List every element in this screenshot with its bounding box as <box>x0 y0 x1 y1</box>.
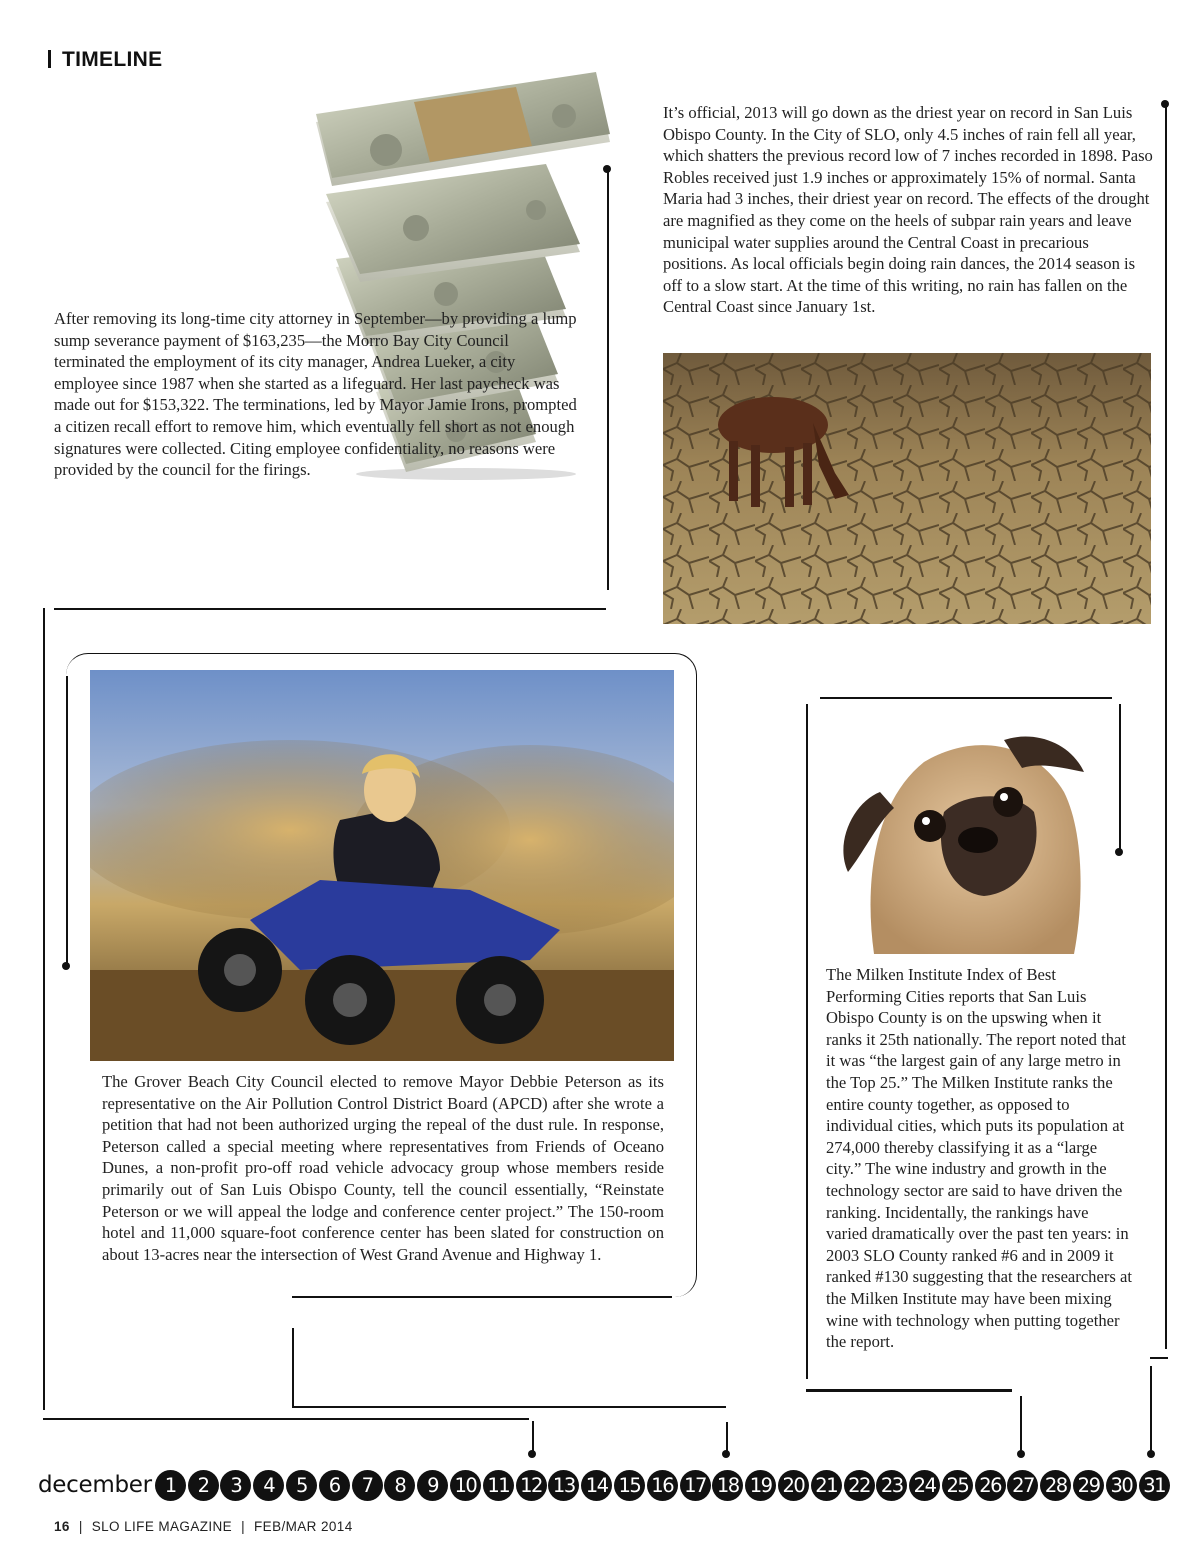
page-footer <box>54 1519 353 1534</box>
divider-line <box>54 608 606 610</box>
issue-date: FEB/MAR 2014 <box>254 1519 353 1534</box>
timeline-month: december <box>38 1472 152 1498</box>
day-marker: 25 <box>942 1470 973 1501</box>
connector-dot <box>1161 100 1169 108</box>
divider-line <box>43 1418 529 1420</box>
cow-cracked-earth-photo <box>663 353 1151 624</box>
day-marker: 17 <box>680 1470 711 1501</box>
connector-dot <box>722 1450 730 1458</box>
day-marker: 18 <box>712 1470 743 1501</box>
divider-line <box>1150 1357 1168 1359</box>
connector-line <box>1150 1366 1152 1452</box>
day-marker: 23 <box>876 1470 907 1501</box>
connector-line <box>607 170 609 590</box>
story-morro-bay: After removing its long-time city attorney in September—by providing a lump sump severance payment of $163,235—the Morro Bay City Council terminated the employment of its city manager, Andrea Lueker, a city employee since 1987 when she started as a lifeguard. Her last paycheck was made out for $153,322. The terminations, led by Mayor Jamie Irons, prompted a citizen recall effort to remove him, which eventually fell short as not enough signatures were collected. Citing employee confidentiality, no reasons were provided by the council for the firings. <box>54 309 577 480</box>
connector-dot <box>1115 848 1123 856</box>
section-bar <box>48 50 51 68</box>
day-marker: 31 <box>1139 1470 1170 1501</box>
day-marker: 28 <box>1040 1470 1071 1501</box>
day-row <box>155 1470 1172 1501</box>
day-marker: 4 <box>253 1470 284 1501</box>
story-grover-beach: The Grover Beach City Council elected to remove Mayor Debbie Peterson as its representative on the Air Pollution Control District Board (APCD) after she wrote a petition that had not been authorized urging the repeal of the dust rule. In response, Peterson called a special meeting where representatives from Friends of Oceano Dunes, a non-profit pro-off road vehicle advocacy group whose members reside primarily out of San Luis Obispo County, tell the council essentially, “Reinstate Peterson or we will appeal the lodge and conference center project.” The 150-room hotel and 11,000 square-foot conference center has been slated for construction on about 13-acres near the intersection of West Grand Avenue and Highway 1. <box>102 1072 664 1264</box>
day-marker: 29 <box>1073 1470 1104 1501</box>
magazine-name: SLO LIFE MAGAZINE <box>91 1519 233 1534</box>
section-label <box>48 48 162 72</box>
day-marker: 21 <box>811 1470 842 1501</box>
day-marker: 27 <box>1007 1470 1038 1501</box>
connector-line <box>726 1422 728 1453</box>
connector-line <box>532 1421 534 1453</box>
connector-dot <box>528 1450 536 1458</box>
day-marker: 9 <box>417 1470 448 1501</box>
frame-left-edge <box>66 676 68 966</box>
day-marker: 2 <box>188 1470 219 1501</box>
day-marker: 30 <box>1106 1470 1137 1501</box>
connector-dot <box>1017 1450 1025 1458</box>
frame-bottom-edge <box>292 1296 672 1298</box>
connector-line <box>1165 105 1167 1349</box>
day-marker: 3 <box>220 1470 251 1501</box>
connector-line <box>806 704 808 1379</box>
day-marker: 5 <box>286 1470 317 1501</box>
day-marker: 24 <box>909 1470 940 1501</box>
day-marker: 1 <box>155 1470 186 1501</box>
connector-dot <box>62 962 70 970</box>
day-marker: 8 <box>384 1470 415 1501</box>
story-milken: The Milken Institute Index of Best Performing Cities reports that San Luis Obispo County is on the upswing when it ranks it 25th nationally. The report noted that it was “the largest gain of any large metro in the Top 25.” The Milken Institute ranks the entire county together, as opposed to individual cities, which puts its population at 274,000 thereby classifying it as a “large city.” The wine industry and growth in the technology sector are said to have driven the ranking. Incidentally, the rankings have varied dramatically over the past ten years: in 2003 SLO County ranked #6 and in 2009 it ranked #130 suggesting that the researchers at the Milken Institute may have been mixing wine with technology when putting together the report. <box>826 965 1132 1352</box>
day-marker: 6 <box>319 1470 350 1501</box>
connector-line <box>43 608 45 1410</box>
atv-rider-photo <box>90 670 674 1061</box>
footer-separator: | <box>241 1519 246 1534</box>
connector-line <box>292 1328 294 1406</box>
day-marker: 12 <box>516 1470 547 1501</box>
divider-line <box>806 1389 1012 1392</box>
divider-line <box>820 697 1112 699</box>
day-marker: 11 <box>483 1470 514 1501</box>
story-drought: It’s official, 2013 will go down as the driest year on record in San Luis Obispo County. In the City of SLO, only 4.5 inches of rain fell all year, which shatters the previous record low of 7 inches recorded in 1898. Paso Robles received just 1.9 inches or approximately 15% of normal. Santa Maria had 3 inches, their driest year on record. The effects of the drought are magnified as they come on the heels of subpar rain years and leave municipal water supplies around the Central Coast in precarious positions. As local officials begin doing rain dances, the 2014 season is off to a slow start. At the time of this writing, no rain has fallen on the Central Coast since January 1st. <box>663 103 1153 317</box>
divider-line <box>292 1406 726 1408</box>
day-marker: 10 <box>450 1470 481 1501</box>
day-marker: 16 <box>647 1470 678 1501</box>
day-marker: 7 <box>352 1470 383 1501</box>
pug-photo <box>834 722 1094 954</box>
footer-separator: | <box>78 1519 83 1534</box>
page-number: 16 <box>54 1519 70 1534</box>
day-marker: 26 <box>975 1470 1006 1501</box>
day-marker: 15 <box>614 1470 645 1501</box>
connector-dot <box>1147 1450 1155 1458</box>
day-marker: 20 <box>778 1470 809 1501</box>
section-label-text: TIMELINE <box>62 48 163 71</box>
connector-line <box>1119 704 1121 852</box>
day-timeline <box>38 1468 1193 1502</box>
connector-dot <box>603 165 611 173</box>
day-marker: 22 <box>844 1470 875 1501</box>
day-marker: 19 <box>745 1470 776 1501</box>
connector-line <box>1020 1396 1022 1452</box>
day-marker: 13 <box>548 1470 579 1501</box>
day-marker: 14 <box>581 1470 612 1501</box>
